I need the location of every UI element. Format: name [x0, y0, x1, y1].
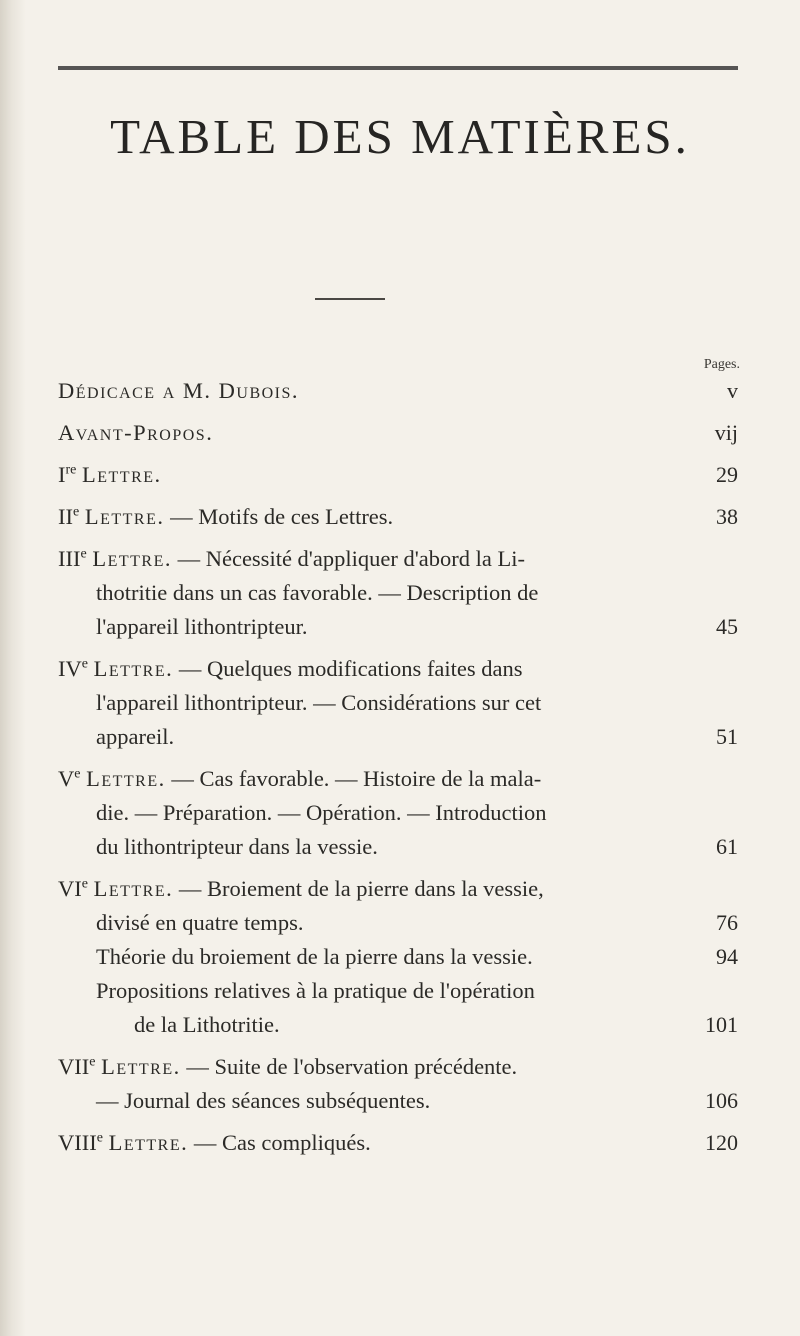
- toc-entry-text: Propositions relatives à la pratique de l'opération: [96, 978, 535, 1003]
- letter-ordinal: e: [74, 766, 81, 782]
- letter-ordinal: e: [81, 876, 88, 892]
- pages-column-label: Pages.: [703, 357, 740, 372]
- toc-entry: [58, 1050, 738, 1118]
- toc-entry-continuation: thotritie dans un cas favorable. — Description de: [96, 580, 539, 605]
- toc-page-number: vij: [714, 420, 738, 445]
- toc-entry: [58, 416, 738, 450]
- letter-number: III: [58, 546, 81, 571]
- toc-entry: [58, 500, 738, 534]
- toc-entry-text: Théorie du broiement de la pierre dans la vessie.: [96, 944, 533, 969]
- header-rule: [58, 66, 738, 70]
- toc-entry-text: — Cas favorable. — Histoire de la mala-: [165, 766, 542, 791]
- toc-entry-text: — Broiement de la pierre dans la vessie,: [173, 876, 544, 901]
- letter-ordinal: e: [81, 656, 88, 672]
- toc-entry-text: — Cas compliqués.: [188, 1130, 371, 1155]
- toc-entry-continuation: divisé en quatre temps.: [96, 910, 304, 935]
- toc-entry-heading: Lettre.: [93, 656, 174, 681]
- toc-page-number: 94: [716, 944, 738, 969]
- letter-ordinal: e: [89, 1054, 96, 1070]
- letter-number: II: [58, 504, 73, 529]
- letter-ordinal: e: [80, 546, 87, 562]
- letter-number: IV: [58, 656, 82, 681]
- toc-entry-heading: Lettre.: [86, 766, 166, 791]
- toc-page-number: 61: [716, 834, 738, 859]
- toc-entry-text: — Suite de l'observation précédente.: [180, 1054, 518, 1079]
- toc-entry: [58, 940, 738, 974]
- toc-page-number: 29: [716, 462, 738, 487]
- toc-entry-heading: Lettre.: [101, 1054, 181, 1079]
- toc-entry: [58, 1126, 738, 1160]
- letter-number: V: [58, 766, 75, 791]
- toc-entry: [58, 762, 738, 864]
- letter-number: VIII: [58, 1130, 97, 1155]
- toc-entry: [58, 458, 738, 492]
- toc-page-number: 38: [716, 504, 738, 529]
- toc-entry-heading: Lettre.: [82, 462, 162, 487]
- toc-entry-heading: Lettre.: [108, 1130, 189, 1155]
- toc-entry-continuation: die. — Préparation. — Opération. — Introduction: [96, 800, 547, 825]
- toc-entry: [58, 374, 738, 408]
- letter-ordinal: e: [73, 504, 80, 520]
- toc-entry-continuation: du lithontripteur dans la vessie.: [96, 834, 378, 859]
- page-edge-shadow: [0, 0, 26, 1336]
- toc-entry-continuation: — Journal des séances subséquentes.: [96, 1088, 431, 1113]
- letter-number: VII: [58, 1054, 90, 1079]
- toc-entry-continuation: l'appareil lithontripteur. — Considérations sur cet: [96, 690, 542, 715]
- title-rule: [315, 298, 385, 300]
- letter-ordinal: e: [96, 1130, 103, 1146]
- toc-entry: [58, 652, 738, 754]
- toc-entry: [58, 542, 738, 644]
- toc-entry-heading: Dédicace a M. Dubois.: [58, 378, 300, 403]
- toc-entry-continuation: l'appareil lithontripteur.: [96, 614, 308, 639]
- toc-entry-heading: Avant-Propos.: [58, 420, 214, 445]
- toc-page-number: 45: [716, 614, 738, 639]
- letter-ordinal: re: [65, 462, 77, 478]
- page-title: TABLE DES MATIÈRES.: [110, 109, 690, 164]
- toc-entry: [58, 872, 738, 940]
- toc-page-number: v: [727, 378, 738, 403]
- letter-number: I: [58, 462, 66, 487]
- toc-entry-text: — Nécessité d'appliquer d'abord la Li-: [171, 546, 525, 571]
- toc-entry-continuation: appareil.: [96, 724, 175, 749]
- toc-entry-heading: Lettre.: [93, 876, 174, 901]
- toc-entry: [58, 974, 738, 1042]
- toc-entry-heading: Lettre.: [84, 504, 165, 529]
- toc-page-number: 120: [705, 1130, 738, 1155]
- toc-entry-text: — Motifs de ces Lettres.: [164, 504, 394, 529]
- table-of-contents: [58, 374, 738, 1160]
- letter-number: VI: [58, 876, 82, 901]
- toc-entry-continuation: de la Lithotritie.: [134, 1012, 280, 1037]
- toc-entry-heading: Lettre.: [92, 546, 172, 571]
- toc-page-number: 51: [716, 724, 738, 749]
- toc-page-number: 101: [705, 1012, 738, 1037]
- toc-page-number: 76: [716, 910, 738, 935]
- toc-page-number: 106: [705, 1088, 738, 1113]
- toc-entry-text: — Quelques modifications faites dans: [173, 656, 523, 681]
